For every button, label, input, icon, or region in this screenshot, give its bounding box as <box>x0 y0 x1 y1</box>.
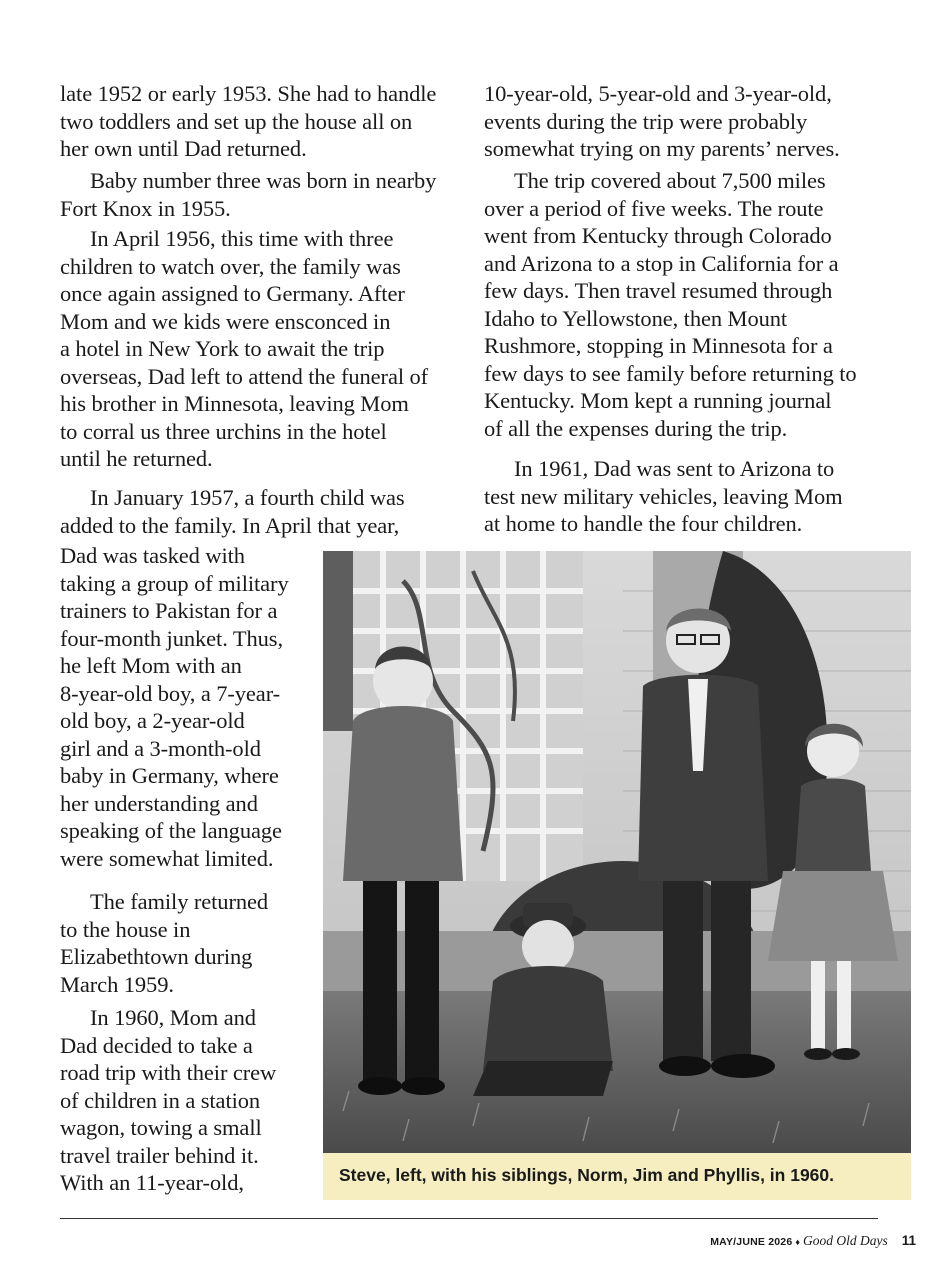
text-line: travel trailer behind it. <box>60 1142 259 1168</box>
paragraph-baby-three <box>60 167 436 222</box>
text-line: Dad decided to take a <box>60 1032 253 1058</box>
text-line: somewhat trying on my parents’ nerves. <box>484 136 840 161</box>
text-line: 8-year-old boy, a 7-year- <box>60 680 281 706</box>
text-line: Mom and we kids were ensconced in <box>60 308 391 334</box>
text-line: The trip covered about 7,500 miles <box>514 168 826 193</box>
paragraph-trip-route <box>484 167 857 442</box>
photo-caption-box <box>323 1153 911 1200</box>
text-line: events during the trip were probably <box>484 108 808 134</box>
text-line: test new military vehicles, leaving Mom <box>484 483 843 509</box>
text-line: In January 1957, a fourth child was <box>90 485 405 510</box>
text-line: and Arizona to a stop in California for a <box>484 250 839 276</box>
paragraph-ages-continued <box>484 80 840 163</box>
text-line: to corral us three urchins in the hotel <box>60 418 387 444</box>
text-line: Dad was tasked with <box>60 543 245 568</box>
text-line: her own until Dad returned. <box>60 136 307 161</box>
paragraph-april-1956 <box>60 225 428 473</box>
text-line: Elizabethtown during <box>60 944 253 969</box>
text-line: trainers to Pakistan for a <box>60 598 278 623</box>
text-line: his brother in Minnesota, leaving Mom <box>60 391 409 416</box>
family-photo-illustration <box>323 551 911 1153</box>
issue-date: MAY/JUNE 2026 <box>710 1236 793 1248</box>
diamond-separator-icon: ♦ <box>795 1237 800 1247</box>
text-line: went from Kentucky through Colorado <box>484 223 832 248</box>
paragraph-continued <box>60 80 436 163</box>
paragraph-returned-1959 <box>60 888 268 998</box>
page-footer <box>710 1233 916 1249</box>
paragraph-pakistan <box>60 542 289 872</box>
text-line: Rushmore, stopping in Minnesota for a <box>484 333 833 358</box>
text-line: over a period of five weeks. The route <box>484 195 824 221</box>
family-photo <box>323 551 911 1153</box>
text-line: few days to see family before returning to <box>484 360 857 386</box>
text-line: late 1952 or early 1953. She had to handle <box>60 81 437 106</box>
text-line: girl and a 3-month-old <box>60 735 261 761</box>
text-line: 10-year-old, 5-year-old and 3-year-old, <box>484 81 832 106</box>
text-line: few days. Then travel resumed through <box>484 278 833 303</box>
text-line: added to the family. In April that year, <box>60 512 400 538</box>
text-line: were somewhat limited. <box>60 845 274 871</box>
text-line: wagon, towing a small <box>60 1115 262 1140</box>
text-line: her understanding and <box>60 790 258 816</box>
text-line: old boy, a 2-year-old <box>60 708 245 733</box>
text-line: In 1960, Mom and <box>90 1005 256 1030</box>
text-line: baby in Germany, where <box>60 763 279 788</box>
footer-rule <box>60 1218 878 1219</box>
text-line: two toddlers and set up the house all on <box>60 108 413 134</box>
text-line: he left Mom with an <box>60 653 242 678</box>
text-line: to the house in <box>60 916 191 942</box>
text-line: Fort Knox in 1955. <box>60 195 231 221</box>
paragraph-1961-arizona <box>484 455 843 538</box>
text-line: With an 11-year-old, <box>60 1170 244 1195</box>
text-line: In April 1956, this time with three <box>90 226 394 251</box>
paragraph-january-1957 <box>60 484 405 539</box>
text-line: of children in a station <box>60 1087 261 1113</box>
photo-caption: Steve, left, with his siblings, Norm, Jim and Phyllis, in 1960. <box>339 1165 834 1185</box>
text-line: speaking of the language <box>60 818 282 843</box>
text-line: a hotel in New York to await the trip <box>60 336 385 361</box>
text-line: In 1961, Dad was sent to Arizona to <box>514 456 835 481</box>
text-line: The family returned <box>90 889 269 914</box>
paragraph-road-trip <box>60 1004 276 1197</box>
text-line: of all the expenses during the trip. <box>484 415 788 441</box>
text-line: overseas, Dad left to attend the funeral of <box>60 363 429 389</box>
text-line: road trip with their crew <box>60 1060 277 1085</box>
text-line: four-month junket. Thus, <box>60 625 283 651</box>
text-line: Baby number three was born in nearby <box>90 168 437 193</box>
magazine-title: Good Old Days <box>802 1233 888 1248</box>
text-line: children to watch over, the family was <box>60 253 401 279</box>
text-line: at home to handle the four children. <box>484 511 803 536</box>
text-line: Kentucky. Mom kept a running journal <box>484 388 832 413</box>
text-line: March 1959. <box>60 971 174 997</box>
text-line: Idaho to Yellowstone, then Mount <box>484 305 788 331</box>
page-number: 11 <box>901 1233 916 1248</box>
text-line: until he returned. <box>60 446 213 471</box>
text-line: taking a group of military <box>60 570 289 596</box>
text-line: once again assigned to Germany. After <box>60 281 405 306</box>
